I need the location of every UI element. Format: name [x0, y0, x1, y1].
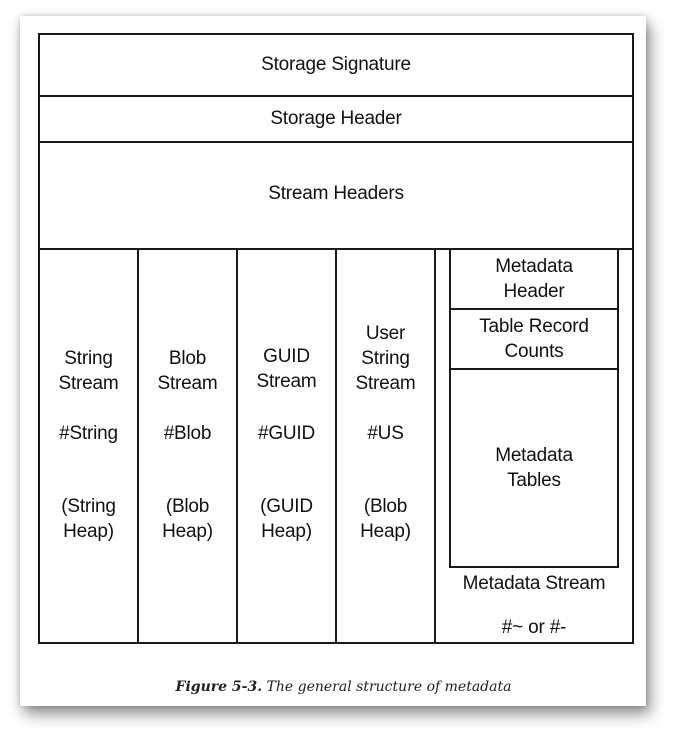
string-stream-tag: #String	[59, 423, 118, 444]
table-record-counts-label: Table Record Counts	[479, 316, 589, 362]
guid-stream-box	[236, 248, 337, 644]
metadata-structure-diagram	[38, 33, 634, 644]
storage-header-label: Storage Header	[270, 108, 402, 129]
us-stream-heap: (Blob Heap)	[360, 496, 411, 542]
string-stream-box	[38, 248, 139, 644]
blob-stream-box	[137, 248, 238, 644]
us-stream-box	[335, 248, 436, 644]
figure-caption-text: The general structure of metadata	[266, 679, 512, 695]
metadata-stream-tag: #~ or #-	[501, 617, 567, 638]
stream-headers-label: Stream Headers	[268, 183, 404, 204]
figure-label: Figure 5-3.	[175, 679, 263, 695]
metadata-stream-title: Metadata Stream	[462, 573, 606, 594]
blob-stream-tag: #Blob	[163, 423, 212, 444]
figure-caption	[0, 679, 687, 695]
metadata-tables-label: Metadata Tables	[495, 445, 573, 491]
guid-stream-tag: #GUID	[257, 423, 316, 444]
us-stream-tag: #US	[367, 423, 404, 444]
string-stream-title: String Stream	[58, 348, 119, 394]
metadata-header-label: Metadata Header	[495, 256, 573, 302]
blob-stream-heap: (Blob Heap)	[162, 496, 213, 542]
storage-signature-label: Storage Signature	[261, 54, 411, 75]
guid-stream-title: GUID Stream	[256, 346, 317, 392]
guid-stream-heap: (GUID Heap)	[260, 496, 313, 542]
string-stream-heap: (String Heap)	[61, 496, 116, 542]
blob-stream-title: Blob Stream	[157, 348, 218, 394]
us-stream-title: User String Stream	[355, 323, 416, 394]
